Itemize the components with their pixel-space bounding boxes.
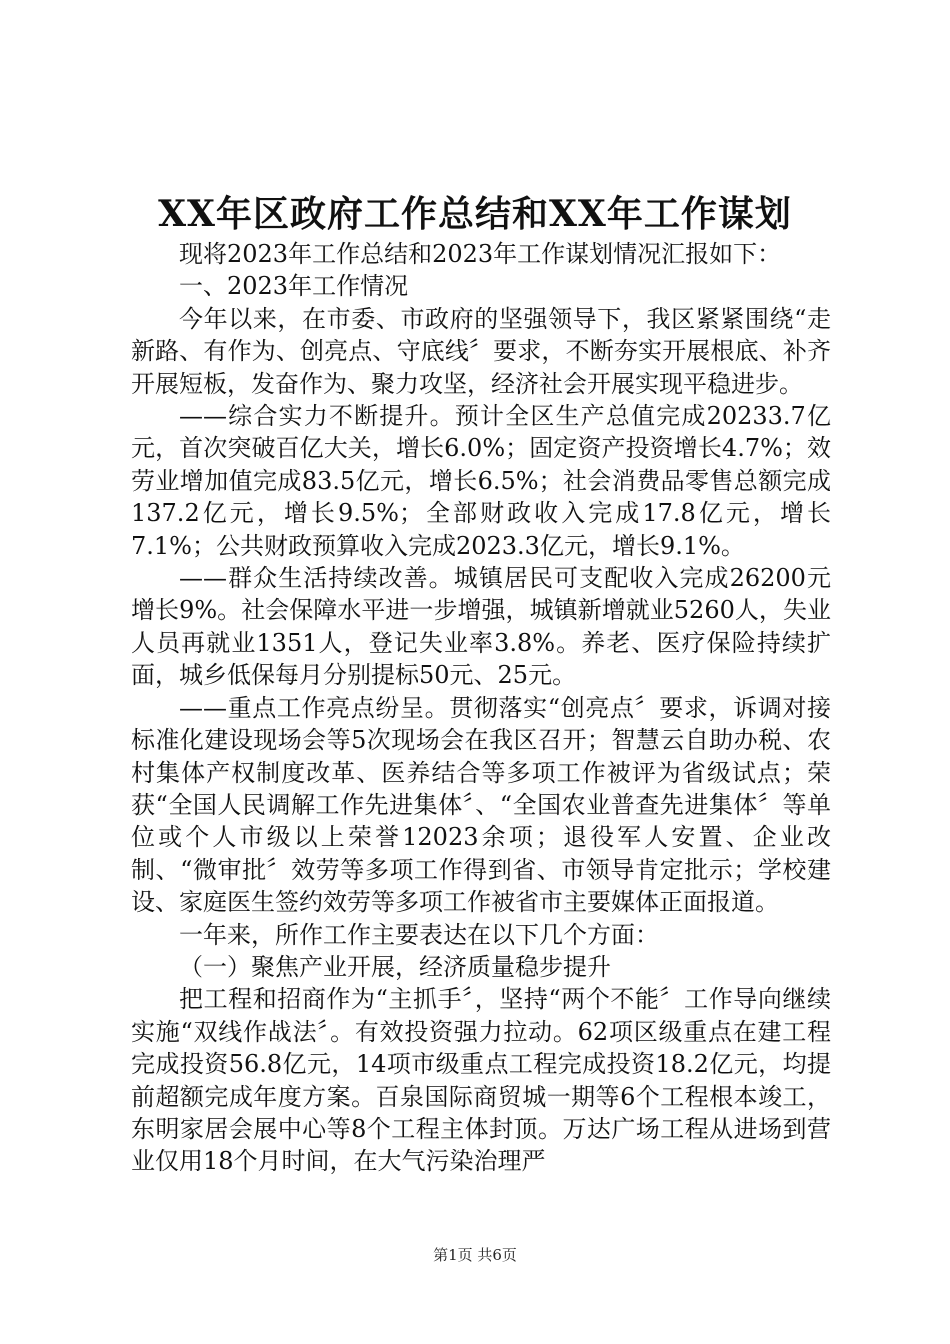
paragraph: 今年以来，在市委、市政府的坚强领导下，我区紧紧围绕“走新路、有作为、创亮点、守底线〞要求，不断夯实开展根底、补齐开展短板，发奋作为、聚力攻坚，经济社会开展实现平稳进步。 (131, 304, 831, 398)
section-heading: 一、2023年工作情况 (179, 272, 409, 301)
paragraph: ——群众生活持续改善。城镇居民可支配收入完成26200元增长9%。社会保障水平进一步增强，城镇新增就业5260人，失业人员再就业1351人，登记失业率3.8%。养老、医疗保险持续扩面，城乡低保每月分别提标50元、25元。 (131, 564, 831, 690)
paragraph: ——重点工作亮点纷呈。贯彻落实“创亮点〞要求，诉调对接标准化建设现场会等5次现场会在我区召开；智慧云自助办税、农村集体产权制度改革、医养结合等多项工作被评为省级试点；荣获“全国人民调解工作先进集体〞、“全国农业普查先进集体〞等单位或个人市级以上荣誉12023余项；退役军人安置、企业改制、“微审批〞效劳等多项工作得到省、市领导肯定批示；学校建设、家庭医生签约效劳等多项工作被省市主要媒体正面报道。 (131, 693, 831, 917)
paragraph: 现将2023年工作总结和2023年工作谋划情况汇报如下： (179, 240, 782, 268)
page-number-footer: 第1页 共6页 (433, 1246, 517, 1264)
paragraph: 一年来，所作工作主要表达在以下几个方面： (179, 920, 659, 949)
paragraph: 把工程和招商作为“主抓手〞，坚持“两个不能〞工作导向继续实施“双线作战法〞。有效投资强力拉动。62项区级重点在建工程完成投资56.8亿元，14项市级重点工程完成投资18.2亿元，均提前超额完成年度方案。百泉国际商贸城一期等6个工程根本竣工，东明家居会展中心等8个工程主体封顶。万达广场工程从进场到营业仅用18个月时间，在大气污染治理严 (131, 985, 831, 1176)
document-body (131, 238, 831, 1178)
subsection-heading: （一）聚焦产业开展，经济质量稳步提升 (179, 952, 611, 981)
document-title: XX年区政府工作总结和XX年工作谋划 (158, 193, 792, 235)
paragraph: ——综合实力不断提升。预计全区生产总值完成20233.7亿元，首次突破百亿大关，增长6.0%；固定资产投资增长4.7%；效劳业增加值完成83.5亿元，增长6.5%；社会消费品零售总额完成137.2亿元，增长9.5%；全部财政收入完成17.8亿元，增长7.1%；公共财政预算收入完成2023.3亿元，增长9.1%。 (131, 402, 831, 560)
